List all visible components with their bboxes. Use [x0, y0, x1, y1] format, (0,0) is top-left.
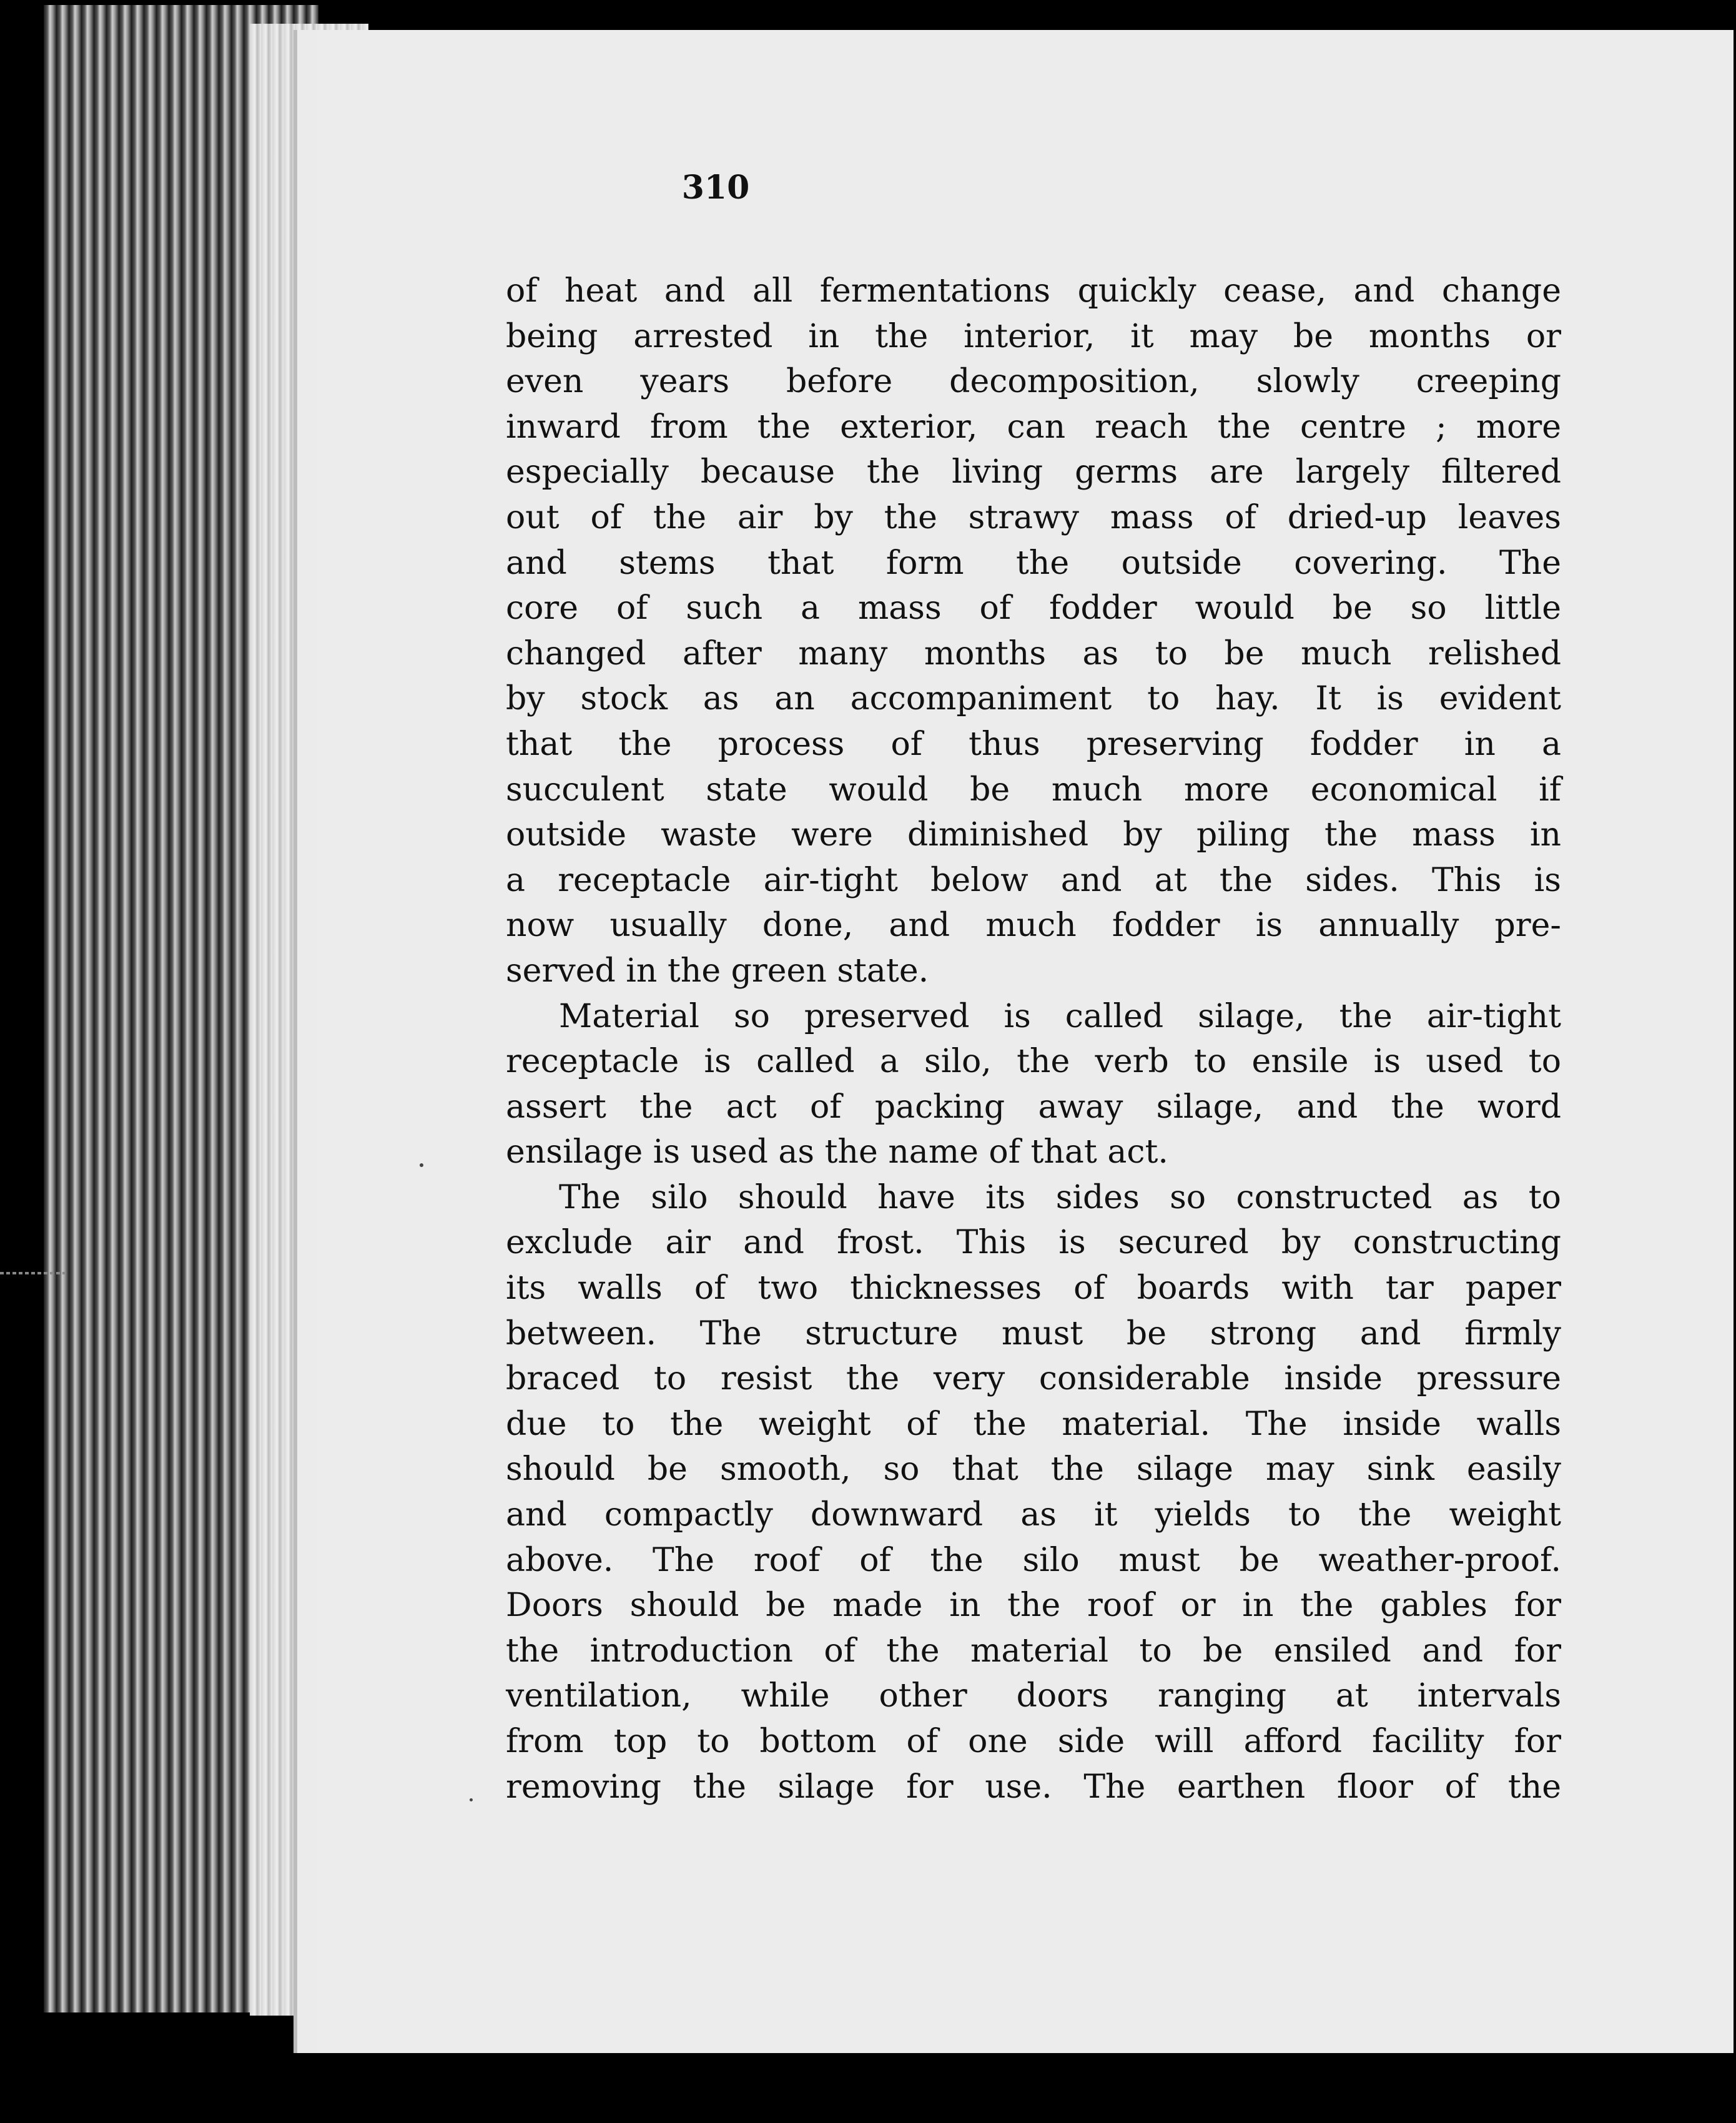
- text-line: and stems that form the outside covering. The: [506, 544, 1561, 582]
- text-line: the introduction of the material to be ensiled and for: [506, 1632, 1561, 1670]
- text-line: should be smooth, so that the silage may sink easily: [506, 1451, 1561, 1489]
- text-line: braced to resist the very considerable inside pressure: [506, 1360, 1561, 1398]
- text-line: even years before decomposition, slowly creeping: [506, 363, 1561, 401]
- dust-speck: [420, 1163, 423, 1167]
- text-line: above. The roof of the silo must be weather-proof.: [506, 1541, 1561, 1579]
- text-line: between. The structure must be strong and firmly: [506, 1314, 1561, 1352]
- book-page-edges: [44, 5, 318, 2012]
- page-number: 310: [681, 169, 750, 207]
- text-line: served in the green state.: [506, 952, 929, 990]
- dust-speck: [470, 1798, 473, 1801]
- text-line: of heat and all fermentations quickly cease, and change: [506, 272, 1561, 310]
- text-line: by stock as an accompaniment to hay. It is evident: [506, 680, 1561, 718]
- text-line: receptacle is called a silo, the verb to ensile is used to: [506, 1043, 1561, 1081]
- text-line: being arrested in the interior, it may be months or: [506, 317, 1561, 355]
- text-line: inward from the exterior, can reach the centre ; more: [506, 408, 1561, 446]
- text-line: especially because the living germs are largely filtered: [506, 453, 1561, 491]
- text-line: assert the act of packing away silage, and the word: [506, 1088, 1561, 1126]
- text-line: that the process of thus preserving fodder in a: [506, 725, 1561, 763]
- text-line: from top to bottom of one side will afford facility for: [506, 1723, 1561, 1760]
- text-line: a receptacle air-tight below and at the sides. This is: [506, 861, 1561, 899]
- body-text: [506, 268, 1561, 1810]
- paragraph-start-line: The silo should have its sides so constructed as to: [559, 1178, 1561, 1216]
- text-line: its walls of two thicknesses of boards with tar paper: [506, 1269, 1561, 1308]
- text-line: due to the weight of the material. The inside walls: [506, 1405, 1561, 1443]
- margin-scan-mark: [0, 1272, 69, 1274]
- text-line: core of such a mass of fodder would be so little: [506, 589, 1561, 628]
- text-line: ventilation, while other doors ranging at intervals: [506, 1677, 1561, 1715]
- text-line: removing the silage for use. The earthen floor of the: [506, 1768, 1561, 1806]
- text-line: exclude air and frost. This is secured by constructing: [506, 1224, 1561, 1262]
- text-line: succulent state would be much more economical if: [506, 771, 1561, 809]
- text-line: and compactly downward as it yields to the weight: [506, 1496, 1561, 1534]
- text-line: Doors should be made in the roof or in the gables for: [506, 1587, 1561, 1625]
- text-line: now usually done, and much fodder is annually pre-: [506, 907, 1561, 945]
- text-line: outside waste were diminished by piling the mass in: [506, 816, 1561, 854]
- text-line: out of the air by the strawy mass of dried-up leaves: [506, 498, 1561, 536]
- text-line: ensilage is used as the name of that act.: [506, 1133, 1168, 1171]
- text-line: changed after many months as to be much relished: [506, 634, 1561, 672]
- paragraph-start-line: Material so preserved is called silage, the air-tight: [559, 997, 1561, 1035]
